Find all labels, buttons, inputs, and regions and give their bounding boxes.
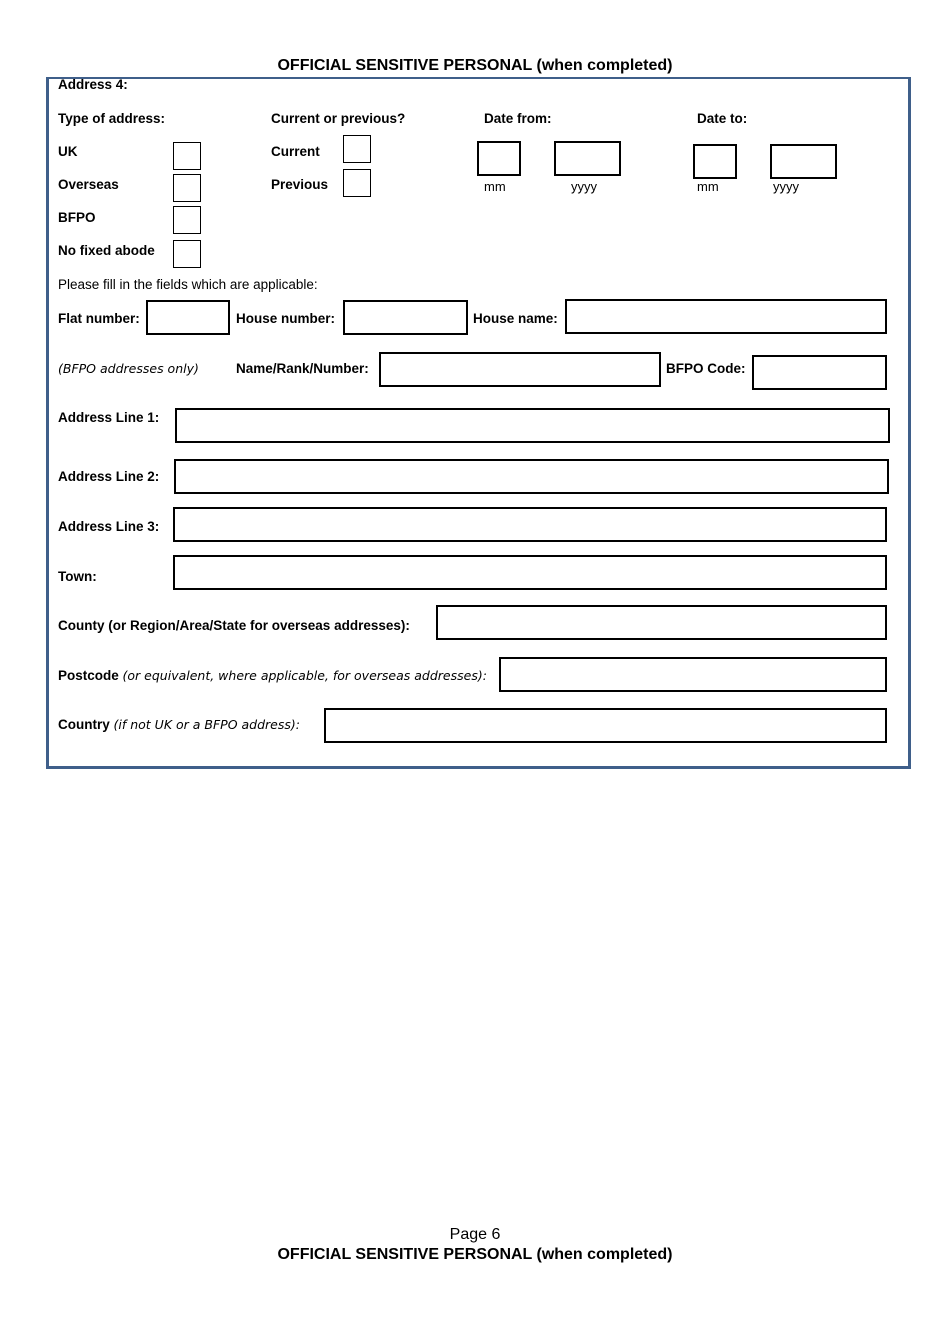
date-from-yyyy-label: yyyy (571, 179, 597, 194)
address-line-2-label: Address Line 2: (58, 469, 160, 484)
section-title: Address 4: (58, 77, 128, 92)
type-uk-checkbox[interactable] (173, 142, 201, 170)
type-bfpo-checkbox[interactable] (173, 206, 201, 234)
country-label-group (58, 717, 300, 732)
date-to-mm-label: mm (697, 179, 719, 194)
bfpo-code-input[interactable] (752, 355, 887, 390)
previous-checkbox[interactable] (343, 169, 371, 197)
date-from-mm-label: mm (484, 179, 506, 194)
type-option-no-fixed-abode-label: No fixed abode (58, 243, 155, 258)
type-overseas-checkbox[interactable] (173, 174, 201, 202)
postcode-label-group (58, 668, 487, 683)
current-checkbox[interactable] (343, 135, 371, 163)
type-of-address-label: Type of address: (58, 111, 166, 126)
country-note: (if not UK or a BFPO address): (113, 717, 300, 732)
postcode-input[interactable] (499, 657, 887, 692)
footer-classification: OFFICIAL SENSITIVE PERSONAL (when completed) (277, 1246, 673, 1263)
header-classification: OFFICIAL SENSITIVE PERSONAL (when completed) (277, 57, 673, 74)
town-input[interactable] (173, 555, 887, 590)
country-label: Country (58, 717, 110, 732)
county-label: County (or Region/Area/State for overseas addresses): (58, 618, 410, 633)
address-line-1-label: Address Line 1: (58, 410, 160, 425)
date-from-year-input[interactable] (554, 141, 621, 176)
house-number-label: House number: (236, 311, 336, 326)
address-line-1-input[interactable] (175, 408, 890, 443)
postcode-note: (or equivalent, where applicable, for overseas addresses): (122, 668, 487, 683)
flat-number-input[interactable] (146, 300, 230, 335)
date-from-month-input[interactable] (477, 141, 521, 176)
flat-number-label: Flat number: (58, 311, 140, 326)
town-label: Town: (58, 569, 97, 584)
house-name-input[interactable] (565, 299, 887, 334)
page-number: Page 6 (449, 1226, 501, 1243)
type-option-overseas-label: Overseas (58, 177, 119, 192)
name-rank-number-label: Name/Rank/Number: (236, 361, 369, 376)
type-option-uk-label: UK (58, 144, 78, 159)
house-name-label: House name: (473, 311, 558, 326)
address-line-3-label: Address Line 3: (58, 519, 160, 534)
current-option-label: Current (271, 144, 320, 159)
name-rank-number-input[interactable] (379, 352, 661, 387)
address-line-2-input[interactable] (174, 459, 889, 494)
previous-option-label: Previous (271, 177, 329, 192)
country-input[interactable] (324, 708, 887, 743)
address-line-3-input[interactable] (173, 507, 887, 542)
type-option-bfpo-label: BFPO (58, 210, 96, 225)
house-number-input[interactable] (343, 300, 468, 335)
date-to-month-input[interactable] (693, 144, 737, 179)
type-no-fixed-abode-checkbox[interactable] (173, 240, 201, 268)
bfpo-only-note: (BFPO addresses only) (58, 361, 199, 376)
date-to-year-input[interactable] (770, 144, 837, 179)
date-to-label: Date to: (697, 111, 748, 126)
date-from-label: Date from: (484, 111, 552, 126)
current-or-previous-label: Current or previous? (271, 111, 406, 126)
county-input[interactable] (436, 605, 887, 640)
date-to-yyyy-label: yyyy (773, 179, 799, 194)
postcode-label: Postcode (58, 668, 119, 683)
instructions-text: Please fill in the fields which are applicable: (58, 277, 318, 292)
bfpo-code-label: BFPO Code: (666, 361, 746, 376)
